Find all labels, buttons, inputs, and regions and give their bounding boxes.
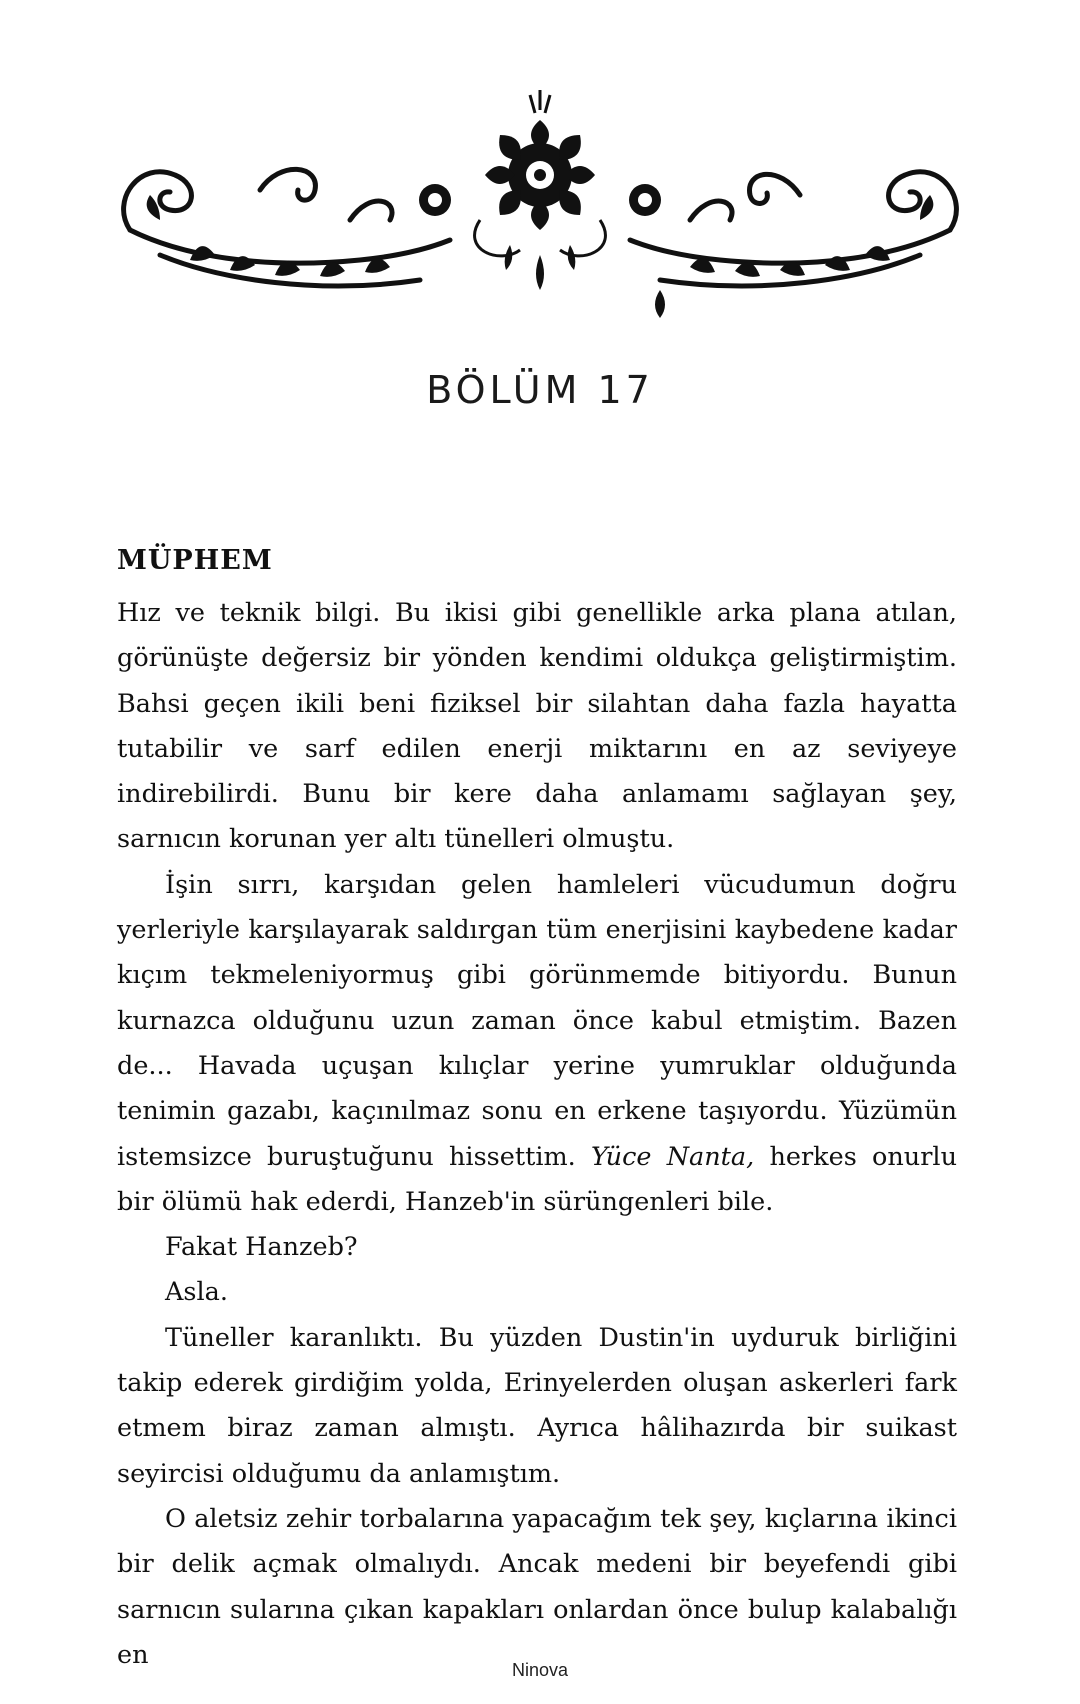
paragraph-2-text: İşin sırrı, karşıdan gelen hamleleri vücudumun doğru yerleriyle karşılayarak saldırgan tüm enerjisini kaybedene kadar kıçım tekmeleniyormuş gibi görünmemde bitiyordu. Bunun kurnazca olduğunu uzun zaman önce kabul etmiştim. Bazen de... Havada uçuşan kılıçlar yerine yumruklar olduğunda tenimin gazabı, kaçınılmaz sonu en erkene taşıyordu. Yüzümün istemsizce buruştuğunu hissettim. xyxy=(117,869,957,1172)
chapter-title: BÖLÜM 17 xyxy=(426,368,654,412)
body-text xyxy=(117,591,957,1678)
section-title: MÜPHEM xyxy=(117,545,273,576)
floral-ornament-icon xyxy=(100,80,980,340)
paragraph-1: Hız ve teknik bilgi. Bu ikisi gibi genellikle arka plana atılan, görünüşte değersiz bir yönden kendimi oldukça geliştirmiştim. Bahsi geçen ikili beni fiziksel bir silahtan daha fazla hayatta tutabilir ve sarf edilen enerji miktarını en az seviyeye indirebilirdi. Bunu bir kere daha anlamamı sağlayan şey, sarnıcın korunan yer altı tünelleri olmuştu. xyxy=(117,598,957,855)
paragraph-3: Fakat Hanzeb? xyxy=(165,1232,358,1263)
paragraph-6: O aletsiz zehir torbalarına yapacağım tek şey, kıçlarına ikinci bir delik açmak olmalıydı. Ancak medeni bir beyefendi gibi sarnıcın sularına çıkan kapakları onlardan önce bulup kalabalığı en xyxy=(117,1503,957,1670)
paragraph-4: Asla. xyxy=(165,1277,228,1308)
paragraph-2-tail: herkes onurlu bir ölümü hak ederdi, Hanzeb'in sürüngenleri bile. xyxy=(117,1141,957,1217)
publisher-footer: Ninova xyxy=(511,1660,569,1680)
paragraph-5: Tüneller karanlıktı. Bu yüzden Dustin'in uyduruk birliğini takip ederek girdiğim yolda, Erinyelerden oluşan askerleri fark etmem biraz zaman almıştı. Ayrıca hâlihazırda bir suikast seyircisi olduğumu da anlamıştım. xyxy=(117,1322,957,1489)
paragraph-2 xyxy=(117,863,957,1225)
paragraph-2-italic: Yüce Nanta, xyxy=(591,1141,755,1172)
